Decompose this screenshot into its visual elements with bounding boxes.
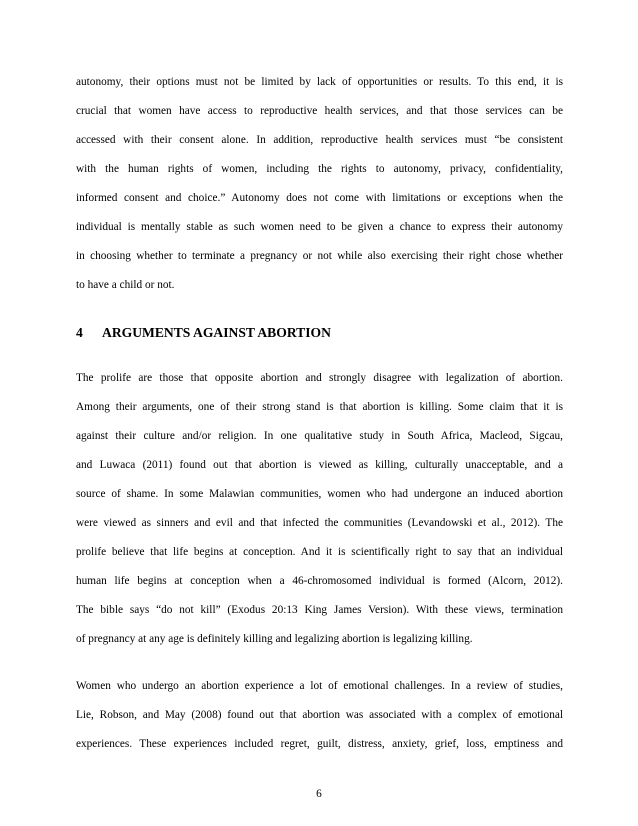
text-line: to have a child or not. [76,279,175,291]
section-title: ARGUMENTS AGAINST ABORTION [102,325,331,340]
text-line: accessed with their consent alone. In addition, reproductive health services must “be consistent [76,134,563,146]
text-line: Lie, Robson, and May (2008) found out that abortion was associated with a complex of emotional [76,709,563,721]
section-number: 4 [76,325,83,340]
text-line: Women who undergo an abortion experience a lot of emotional challenges. In a review of studies, [76,680,563,692]
page-number: 6 [316,788,322,800]
text-line: experiences. These experiences included regret, guilt, distress, anxiety, grief, loss, emptiness and [76,738,563,750]
text-line: against their culture and/or religion. In one qualitative study in South Africa, Macleod, Sigcau, [76,430,563,442]
text-line: crucial that women have access to reproductive health services, and that those services can be [76,105,563,117]
text-line: human life begins at conception when a 46-chromosomed individual is formed (Alcorn, 2012). [76,575,563,587]
text-line: The prolife are those that opposite abortion and strongly disagree with legalization of abortion. [76,372,563,384]
text-line: informed consent and choice.” Autonomy does not come with limitations or exceptions when the [76,192,563,204]
text-line: were viewed as sinners and evil and that infected the communities (Levandowski et al., 2012). The [76,517,563,529]
text-line: Among their arguments, one of their strong stand is that abortion is killing. Some claim that it is [76,401,563,413]
text-line: in choosing whether to terminate a pregnancy or not while also exercising their right chose whether [76,250,563,262]
text-line: autonomy, their options must not be limited by lack of opportunities or results. To this end, it is [76,76,563,88]
text-line: prolife believe that life begins at conception. And it is scientifically right to say that an individual [76,546,563,558]
text-line: and Luwaca (2011) found out that abortion is viewed as killing, culturally unacceptable, and a [76,459,563,471]
text-line: The bible says “do not kill” (Exodus 20:13 King James Version). With these views, termination [76,604,563,616]
text-line: of pregnancy at any age is definitely killing and legalizing abortion is legalizing killing. [76,633,473,645]
text-line: source of shame. In some Malawian communities, women who had undergone an induced abortion [76,488,563,500]
section-heading [76,325,331,341]
text-line: individual is mentally stable as such women need to be given a chance to express their autonomy [76,221,563,233]
text-line: with the human rights of women, including the rights to autonomy, privacy, confidentiality, [76,163,563,175]
